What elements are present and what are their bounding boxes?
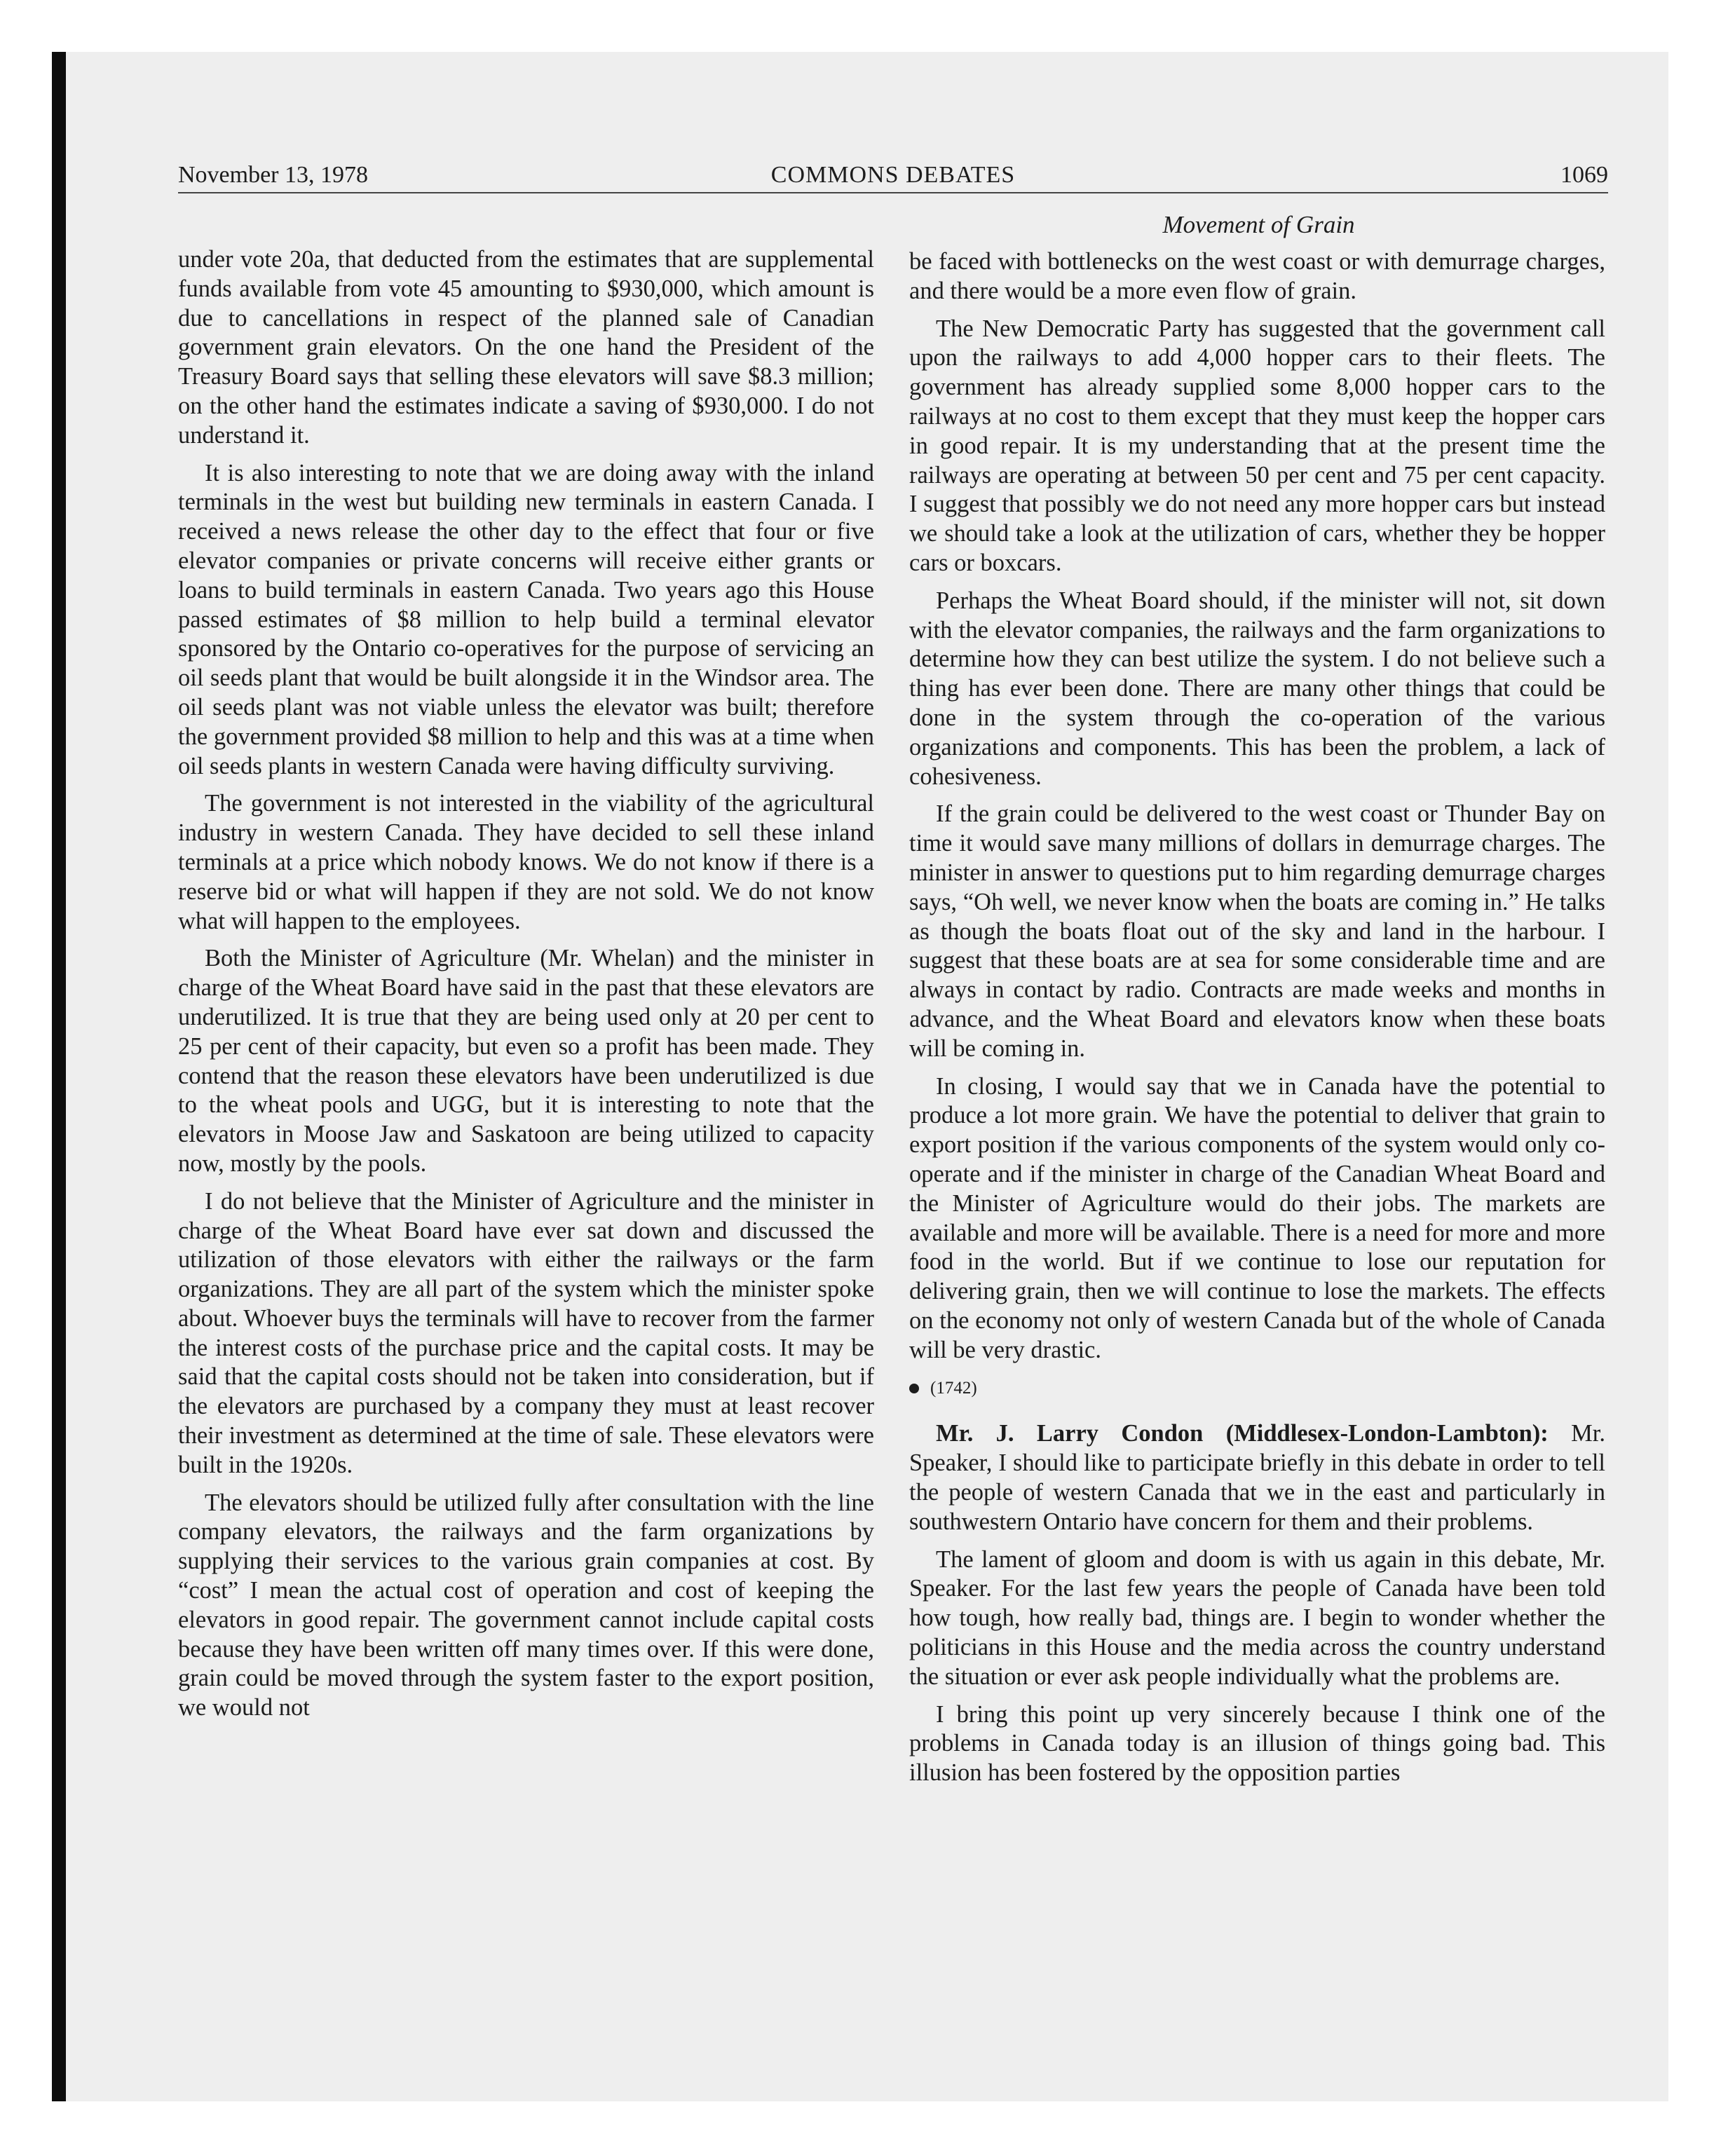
header-title: COMMONS DEBATES — [770, 162, 1016, 188]
paragraph: In closing, I would say that we in Canada have the potential to produce a lot more grain. We have the potential to deliver that grain to export position if the various components of the system would only co-operate and if the minister in charge of the Canadian Wheat Board and the Minister of Agriculture would do their jobs. The markets are available and more will be available. There is a need for more and more food in the world. But if we continue to lose our reputation for delivering grain, then we will continue to lose the markets. The effects on the economy not only of western Canada but of the whole of Canada will be very drastic. — [909, 1072, 1605, 1363]
time-marker — [909, 1377, 1605, 1400]
right-column — [909, 247, 1605, 1796]
paragraph: If the grain could be delivered to the west coast or Thunder Bay on time it would save many millions of dollars in demurrage charges. The minister in answer to questions put to him regarding demurrage charges says, “Oh well, we never know when the boats are coming in.” He talks as though the boats float out of the sky and land in the harbour. I suggest that these boats are at sea for some considerable time and are always in contact by radio. Contracts are made weeks and months in advance, and the Wheat Board and elevators know when these boats will be coming in. — [909, 800, 1605, 1062]
paragraph: It is also interesting to note that we are doing away with the inland terminals in the west but building new terminals in eastern Canada. I received a news release the other day to the effect that four or five elevator companies or private concerns will receive either grants or loans to build terminals in eastern Canada. Two years ago this House passed estimates of $8 million to help build a terminal elevator sponsored by the Ontario co-operatives for the purpose of servicing an oil seeds plant that would be built alongside it in the Windsor area. The oil seeds plant was not viable unless the elevator was built; therefore the government provided $8 million to help and this was at a time when oil seeds plants in western Canada were having difficulty surviving. — [178, 459, 874, 779]
paragraph: I bring this point up very sincerely because I think one of the problems in Canada today is an illusion of things going bad. This illusion has been fostered by the opposition parties — [909, 1700, 1605, 1787]
scan-binding-edge — [52, 52, 66, 2101]
speaker-text: Mr. Speaker, I should like to participate briefly in this debate in order to tell the people of western Canada that we in the east and particularly in southwestern Ontario have concern for them and their problems. — [909, 1420, 1605, 1535]
paragraph: The elevators should be utilized fully after consultation with the line company elevators, the railways and the farm organizations by supplying their services to the various grain companies at cost. By “cost” I mean the actual cost of operation and cost of keeping the elevators in good repair. The government cannot include capital costs because they have been written off many times over. If this were done, grain could be moved through the system faster to the export position, we would not — [178, 1489, 874, 1721]
time-marker-label: (1742) — [930, 1379, 977, 1398]
paragraph: The New Democratic Party has suggested that the government call upon the railways to add 4,000 hopper cars to their fleets. The government has already supplied some 8,000 hopper cars to the railways at no cost to them except that they must keep the hopper cars in good repair. It is my understanding that at the present time the railways are operating at between 50 per cent and 75 per cent capacity. I suggest that possibly we do not need any more hopper cars but instead we should take a look at the utilization of cars, whether they be hopper cars or boxcars. — [909, 315, 1605, 576]
speaker-name: Mr. J. Larry Condon (Middlesex-London-Lambton): — [936, 1420, 1549, 1447]
paragraph: be faced with bottlenecks on the west coast or with demurrage charges, and there would be a more even flow of grain. — [909, 248, 1605, 304]
paragraph: Perhaps the Wheat Board should, if the minister will not, sit down with the elevator companies, the railways and the farm organizations to determine how they can best utilize the system. I do not believe such a thing has ever been done. There are many other things that could be done in the system through the co-operation of the various organizations and components. This has been the problem, a lack of cohesiveness. — [909, 587, 1605, 790]
paragraph: The government is not interested in the viability of the agricultural industry in western Canada. They have decided to sell these inland terminals at a price which nobody knows. We do not know if there is a reserve bid or what will happen if they are not sold. We do not know what will happen to the employees. — [178, 790, 874, 934]
speaker-paragraph — [909, 1419, 1605, 1536]
page-header — [178, 158, 1608, 193]
subject-heading: Movement of Grain — [1162, 211, 1355, 238]
paragraph: I do not believe that the Minister of Agriculture and the minister in charge of the Wheat Board have ever sat down and discussed the utilization of those elevators with either the railways or the farm organizations. They are all part of the system which the minister spoke about. Whoever buys the terminals will have to recover from the farmer the interest costs of the purchase price and the capital costs. It may be said that the capital costs should not be taken into consideration, but if the elevators are purchased by a company they must at least recover their investment as determined at the time of sale. These elevators were built in the 1920s. — [178, 1187, 874, 1478]
left-column — [178, 245, 874, 1731]
paragraph: Both the Minister of Agriculture (Mr. Whelan) and the minister in charge of the Wheat Board have said in the past that these elevators are underutilized. It is true that they are being used only at 20 per cent to 25 per cent of their capacity, but even so a profit has been made. They contend that the reason these elevators have been underutilized is due to the wheat pools and UGG, but it is interesting to note that the elevators in Moose Jaw and Saskatoon are being utilized to capacity now, mostly by the pools. — [178, 945, 874, 1177]
bullet-icon — [909, 1384, 919, 1393]
header-date: November 13, 1978 — [178, 162, 369, 188]
paragraph: under vote 20a, that deducted from the estimates that are supplemental funds available from vote 45 amounting to $930,000, which amount is due to cancellations in respect of the planned sale of Canadian government grain elevators. On the one hand the President of the Treasury Board says that selling these elevators will save $8.3 million; on the other hand the estimates indicate a saving of $930,000. I do not understand it. — [178, 246, 874, 449]
header-page-number: 1069 — [1560, 162, 1608, 188]
paragraph: The lament of gloom and doom is with us again in this debate, Mr. Speaker. For the last few years the people of Canada have been told how tough, how really bad, things are. I begin to wonder whether the politicians in this House and the media across the country understand the situation or ever ask people individually what the problems are. — [909, 1546, 1605, 1690]
